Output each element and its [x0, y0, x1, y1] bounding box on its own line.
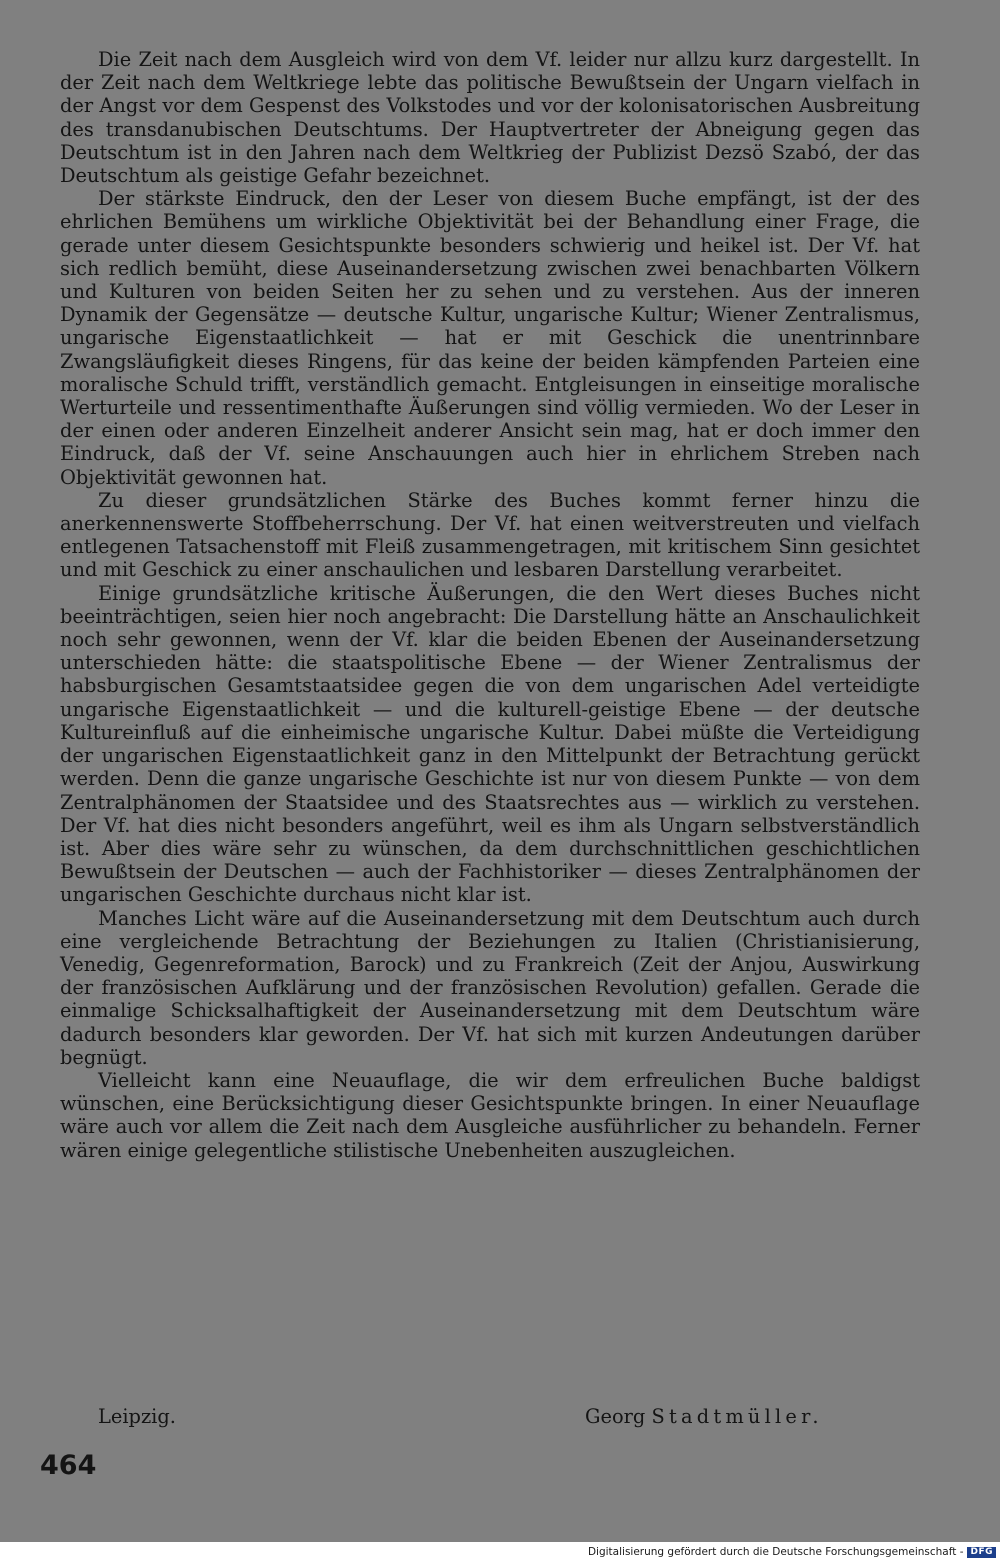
page-number: 464	[40, 1450, 97, 1481]
author-last-name: Stadtmüller.	[651, 1405, 823, 1428]
paragraph-3: Zu dieser grundsätzlichen Stärke des Buches kommt ferner hinzu die anerkennenswerte Stoffbeherrschung. Der Vf. hat einen weitverstreuten und vielfach entlegenen Tatsachenstoff mit Fleiß zusammengetragen, mit kritischem Sinn gesichtet und mit Geschick zu einer anschaulichen und lesbaren Darstellung verarbeitet.	[60, 488, 920, 582]
author-first-name: Georg	[585, 1405, 646, 1428]
review-text	[60, 48, 920, 1162]
paragraph-4: Einige grundsätzliche kritische Äußerungen, die den Wert dieses Buches nicht beeinträchtigen, seien hier noch angebracht: Die Darstellung hätte an Anschaulichkeit noch sehr gewonnen, wenn der Vf. klar die beiden Ebenen der Auseinandersetzung unterschieden hätte: die staatspolitische Ebene — der Wiener Zentralismus der habsburgischen Gesamtstaatsidee gegen die von dem ungarischen Adel verteidigte ungarische Eigenstaatlichkeit — und die kulturell-geistige Ebene — der deutsche Kultureinfluß auf die einheimische ungarische Kultur. Dabei müßte die Verteidigung der ungarischen Eigenstaatlichkeit ganz in den Mittelpunkt der Betrachtung gerückt werden. Denn die ganze ungarische Geschichte ist nur von diesem Punkte — von dem Zentralphänomen der Staatsidee und des Staatsrechtes aus — wirklich zu verstehen. Der Vf. hat dies nicht besonders angeführt, weil es ihm als Ungarn selbstverständlich ist. Aber dies wäre sehr zu wünschen, da dem durchschnittlichen geschichtlichen Bewußtsein der Deutschen — auch der Fachhistoriker — dieses Zentralphänomen der ungarischen Geschichte durchaus nicht klar ist.	[60, 581, 920, 907]
signature-line	[60, 1405, 920, 1431]
paragraph-6: Vielleicht kann eine Neuauflage, die wir dem erfreulichen Buche baldigst wünschen, eine Berücksichtigung dieser Gesichtspunkte bringen. In einer Neuauflage wäre auch vor allem die Zeit nach dem Ausgleiche ausführlicher zu behandeln. Ferner wären einige gelegentliche stilistische Unebenheiten auszugleichen.	[60, 1068, 920, 1162]
footer-credit	[588, 1545, 996, 1559]
paragraph-5: Manches Licht wäre auf die Auseinandersetzung mit dem Deutschtum auch durch eine vergleichende Betrachtung der Beziehungen zu Italien (Christianisierung, Venedig, Gegenreformation, Barock) und zu Frankreich (Zeit der Anjou, Auswirkung der französischen Aufklärung und der französischen Revolution) gefallen. Gerade die einmalige Schicksalhaftigkeit der Auseinandersetzung mit dem Deutschtum wäre dadurch besonders klar geworden. Der Vf. hat sich mit kurzen Andeutungen darüber begnügt.	[60, 906, 920, 1069]
dfg-logo: DFG	[967, 1547, 996, 1558]
paragraph-1: Die Zeit nach dem Ausgleich wird von dem Vf. leider nur allzu kurz dargestellt. In der Zeit nach dem Weltkriege lebte das politische Bewußtsein der Ungarn vielfach in der Angst vor dem Gespenst des Volkstodes und vor der kolonisatorischen Ausbreitung des transdanubischen Deutschtums. Der Hauptvertreter der Abneigung gegen das Deutschtum ist in den Jahren nach dem Weltkrieg der Publizist Dezsö Szabó, der das Deutschtum als geistige Gefahr bezeichnet.	[60, 48, 920, 188]
signature-author	[585, 1405, 823, 1428]
paragraph-2: Der stärkste Eindruck, den der Leser von diesem Buche empfängt, ist der des ehrlichen Bemühens um wirkliche Objektivität bei der Behandlung einer Frage, die gerade unter diesem Gesichtspunkte besonders schwierig und heikel ist. Der Vf. hat sich redlich bemüht, diese Auseinandersetzung zwischen zwei benachbarten Völkern und Kulturen von beiden Seiten her zu sehen und zu verstehen. Aus der inneren Dynamik der Gegensätze — deutsche Kultur, ungarische Kultur; Wiener Zentralismus, ungarische Eigenstaatlichkeit — hat er mit Geschick die unentrinnbare Zwangsläufigkeit dieses Ringens, für das keine der beiden kämpfenden Parteien eine moralische Schuld trifft, verständlich gemacht. Entgleisungen in einseitige moralische Werturteile und ressentimenthafte Äußerungen sind völlig vermieden. Wo der Leser in der einen oder anderen Einzelheit anderer Ansicht sein mag, hat er doch immer den Eindruck, daß der Vf. seine Anschauungen auch hier in ehrlichem Streben nach Objektivität gewonnen hat.	[60, 187, 920, 489]
signature-place: Leipzig.	[98, 1405, 176, 1428]
footer-text: Digitalisierung gefördert durch die Deutsche Forschungsgemeinschaft -	[587, 1546, 964, 1558]
